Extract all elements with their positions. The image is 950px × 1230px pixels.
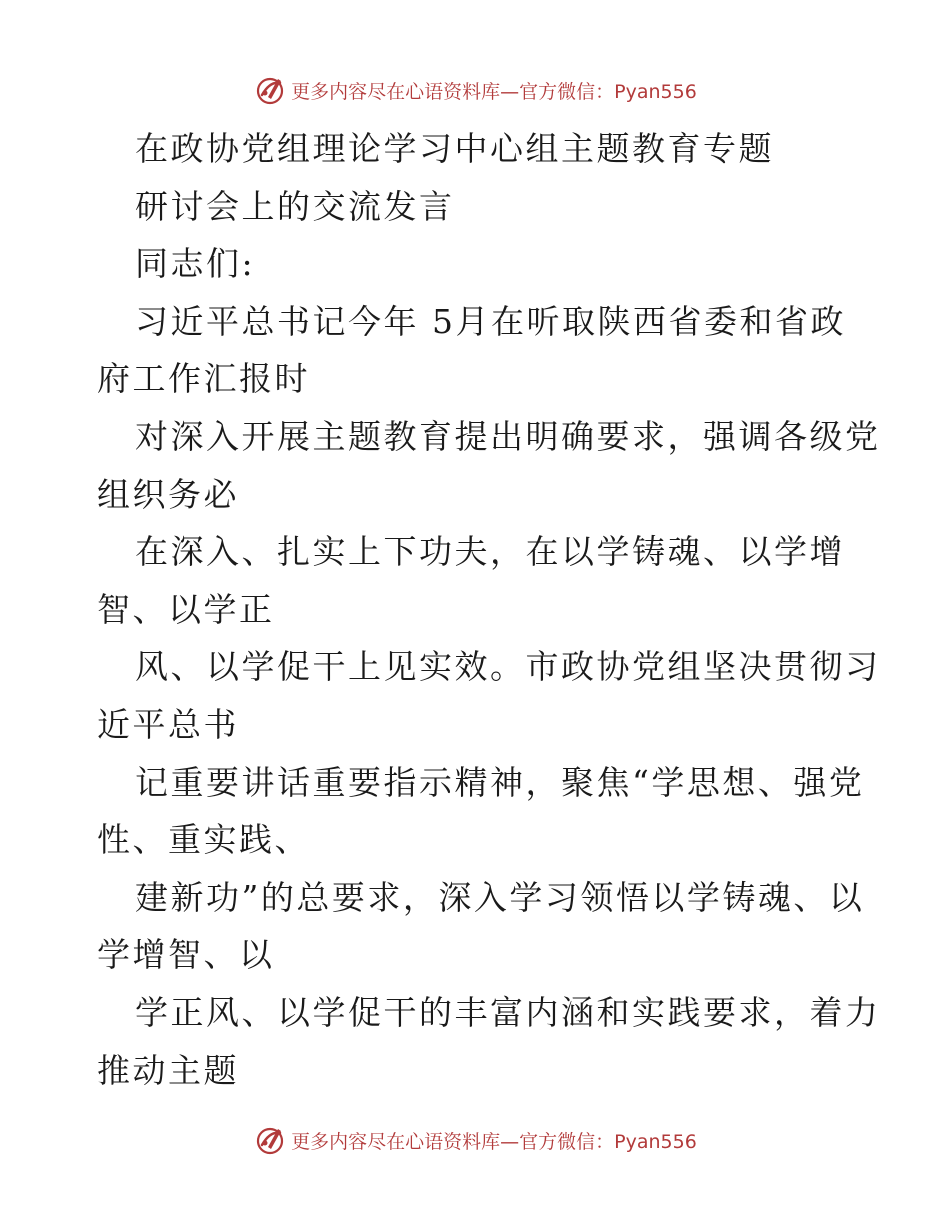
header-banner-text: 更多内容尽在心语资料库—官方微信：Pyan556: [291, 80, 697, 103]
text-line: 研讨会上的交流发言: [135, 186, 455, 226]
text-line: 同志们:: [135, 244, 256, 284]
text-line: 风、以学促干上见实效。市政协党组坚决贯彻习: [135, 647, 881, 687]
pen-swirl-logo-icon: [253, 1123, 287, 1157]
text-line: 在政协党组理论学习中心组主题教育专题: [135, 129, 774, 168]
text-line: 智、以学正: [97, 589, 275, 629]
text-line: 推动主题: [97, 1050, 239, 1090]
text-line: 性、重实践、: [97, 820, 310, 860]
text-line: 对深入开展主题教育提出明确要求，强调各级党: [135, 416, 881, 456]
text-line: 建新功”的总要求，深入学习领悟以学铸魂、以: [135, 877, 865, 917]
text-line: 学增智、以: [97, 935, 275, 975]
text-line: 记重要讲话重要指示精神，聚焦“学思想、强党: [135, 762, 865, 802]
text-line: 在深入、扎实上下功夫，在以学铸魂、以学增: [135, 532, 845, 572]
text-line: 组织务必: [97, 474, 239, 514]
footer-banner-text: 更多内容尽在心语资料库—官方微信：Pyan556: [291, 1130, 697, 1153]
text-line: 习近平总书记今年 5月在听取陕西省委和省政: [135, 301, 846, 341]
text-line: 府工作汇报时: [97, 359, 310, 399]
header-banner: [0, 70, 950, 110]
footer-banner: [0, 1120, 950, 1160]
document-body: [97, 120, 881, 1099]
text-line: 近平总书: [97, 704, 239, 744]
pen-swirl-logo-icon: [253, 73, 287, 107]
text-line: 学正风、以学促干的丰富内涵和实践要求，着力: [135, 992, 881, 1032]
